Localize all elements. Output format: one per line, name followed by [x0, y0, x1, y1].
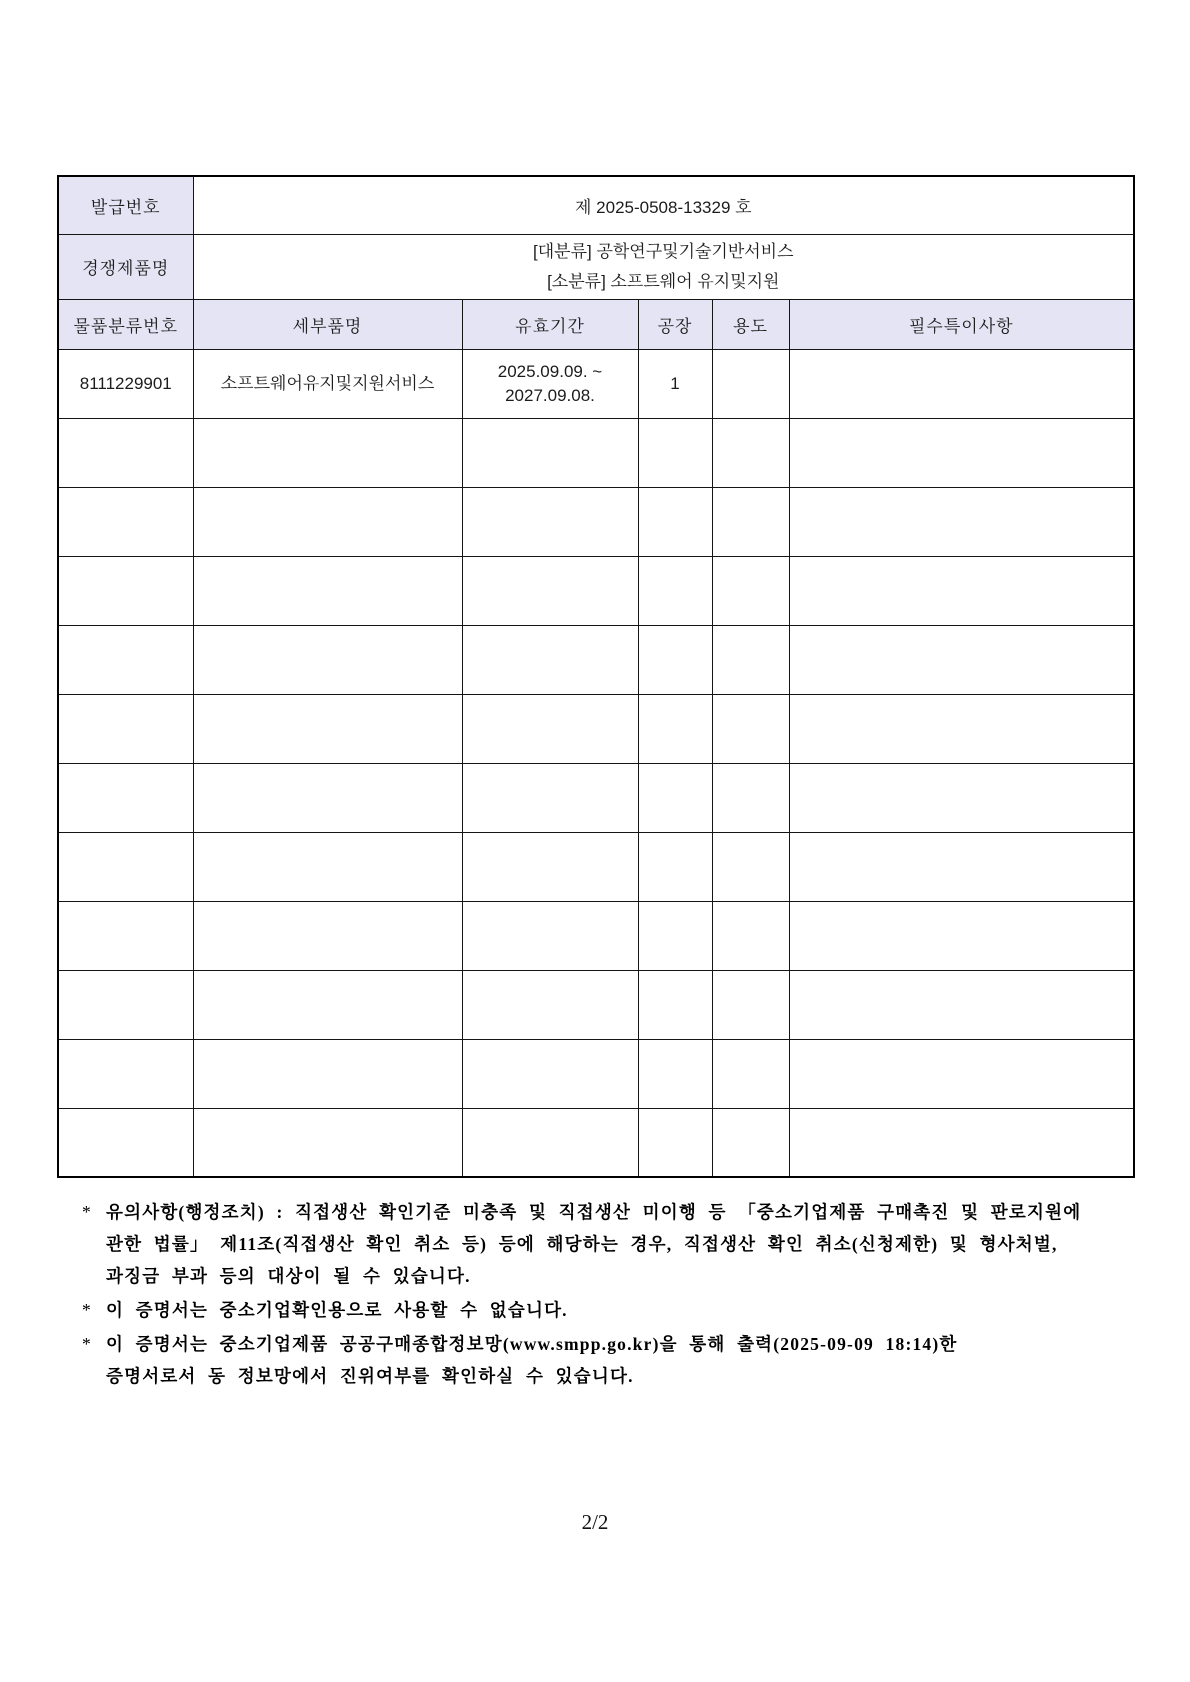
cell-valid-period	[462, 832, 638, 901]
cell-special-notes	[789, 556, 1134, 625]
cell-special-notes	[789, 763, 1134, 832]
product-table-row	[58, 763, 1134, 832]
footer-note-item	[80, 1328, 1168, 1392]
cell-item-name	[193, 418, 462, 487]
cell-valid-period	[462, 487, 638, 556]
cell-factory	[638, 556, 712, 625]
product-table-row	[58, 832, 1134, 901]
cell-item-name	[193, 694, 462, 763]
cell-item-name	[193, 1108, 462, 1177]
product-table-row	[58, 970, 1134, 1039]
column-header-item-code: 물품분류번호	[58, 299, 193, 349]
cell-item-code	[58, 1039, 193, 1108]
certificate-table-head-section	[58, 176, 1134, 349]
cell-factory	[638, 832, 712, 901]
footer-notes	[80, 1196, 1168, 1394]
column-header-item-name: 세부품명	[193, 299, 462, 349]
certificate-table	[57, 175, 1135, 1178]
cell-item-code	[58, 556, 193, 625]
cell-item-name	[193, 625, 462, 694]
footer-note-item	[80, 1196, 1168, 1292]
cell-valid-period: 2025.09.09. ~ 2027.09.08.	[462, 349, 638, 418]
cell-item-code	[58, 418, 193, 487]
competing-product-minor-line: [소분류] 소프트웨어 유지및지원	[547, 271, 780, 291]
competing-product-major-line: [대분류] 공학연구및기술기반서비스	[533, 241, 794, 261]
product-table-row	[58, 694, 1134, 763]
cell-usage	[712, 556, 789, 625]
cell-valid-period	[462, 901, 638, 970]
footer-note-item	[80, 1294, 1168, 1326]
cell-valid-period	[462, 694, 638, 763]
cell-usage	[712, 970, 789, 1039]
cell-special-notes	[789, 901, 1134, 970]
cell-usage	[712, 418, 789, 487]
cell-item-code	[58, 694, 193, 763]
product-rows-section	[58, 349, 1134, 1177]
cell-valid-period	[462, 556, 638, 625]
product-table-row	[58, 487, 1134, 556]
cell-factory: 1	[638, 349, 712, 418]
note-text: 이 증명서는 중소기업제품 공공구매종합정보망(www.smpp.go.kr)을 통해 출력(2025-09-09 18:14)한 증명서로서 동 정보망에서 진위여부를 확인하실 수 있습니다.	[106, 1334, 958, 1386]
product-table-row	[58, 556, 1134, 625]
cell-item-code: 8111229901	[58, 349, 193, 418]
cell-item-name	[193, 901, 462, 970]
cell-item-code	[58, 970, 193, 1039]
competing-product-row	[58, 234, 1134, 299]
cell-item-name	[193, 832, 462, 901]
note-text: 유의사항(행정조치) : 직접생산 확인기준 미충족 및 직접생산 미이행 등 「중소기업제품 구매촉진 및 판로지원에 관한 법률」 제11조(직접생산 확인 취소 등) 등에 해당하는 경우, 직접생산 확인 취소(신청제한) 및 형사처벌, 과징금 부과 등의 대상이 될 수 있습니다.	[106, 1202, 1082, 1286]
column-header-valid-period: 유효기간	[462, 299, 638, 349]
note-asterisk-marker: *	[82, 1300, 92, 1320]
cell-special-notes	[789, 487, 1134, 556]
cell-factory	[638, 1039, 712, 1108]
cell-item-code	[58, 625, 193, 694]
cell-special-notes	[789, 625, 1134, 694]
cell-item-name	[193, 1039, 462, 1108]
cell-factory	[638, 1108, 712, 1177]
column-header-row	[58, 299, 1134, 349]
cell-special-notes	[789, 694, 1134, 763]
certificate-table-container	[57, 175, 1133, 1178]
product-table-row	[58, 901, 1134, 970]
cell-factory	[638, 901, 712, 970]
cell-item-name	[193, 763, 462, 832]
cell-item-code	[58, 763, 193, 832]
product-table-row	[58, 1108, 1134, 1177]
column-header-usage: 용도	[712, 299, 789, 349]
cell-item-code	[58, 901, 193, 970]
product-table-row	[58, 625, 1134, 694]
issue-number-label: 발급번호	[58, 176, 193, 234]
cell-item-name	[193, 556, 462, 625]
cell-item-name	[193, 487, 462, 556]
cell-usage	[712, 901, 789, 970]
cell-special-notes	[789, 832, 1134, 901]
column-header-factory: 공장	[638, 299, 712, 349]
cell-item-code	[58, 1108, 193, 1177]
cell-usage	[712, 832, 789, 901]
cell-usage	[712, 694, 789, 763]
cell-usage	[712, 349, 789, 418]
cell-valid-period	[462, 1039, 638, 1108]
cell-usage	[712, 487, 789, 556]
competing-product-value	[193, 234, 1134, 299]
cell-factory	[638, 763, 712, 832]
cell-usage	[712, 1108, 789, 1177]
product-table-row	[58, 1039, 1134, 1108]
page-number: 2/2	[581, 1510, 609, 1534]
cell-item-code	[58, 832, 193, 901]
cell-valid-period	[462, 1108, 638, 1177]
cell-special-notes	[789, 1108, 1134, 1177]
cell-special-notes	[789, 418, 1134, 487]
cell-valid-period	[462, 625, 638, 694]
cell-factory	[638, 694, 712, 763]
product-table-row	[58, 349, 1134, 418]
cell-usage	[712, 625, 789, 694]
cell-factory	[638, 625, 712, 694]
note-asterisk-marker: *	[82, 1334, 92, 1354]
cell-usage	[712, 763, 789, 832]
note-asterisk-marker: *	[82, 1202, 92, 1222]
note-text: 이 증명서는 중소기업확인용으로 사용할 수 없습니다.	[106, 1300, 568, 1320]
column-header-special-notes: 필수특이사항	[789, 299, 1134, 349]
cell-item-name: 소프트웨어유지및지원서비스	[193, 349, 462, 418]
product-table-row	[58, 418, 1134, 487]
cell-special-notes	[789, 970, 1134, 1039]
issue-number-value: 제 2025-0508-13329 호	[193, 176, 1134, 234]
cell-factory	[638, 487, 712, 556]
cell-valid-period	[462, 970, 638, 1039]
cell-valid-period	[462, 418, 638, 487]
cell-item-name	[193, 970, 462, 1039]
cell-factory	[638, 418, 712, 487]
issue-number-row	[58, 176, 1134, 234]
cell-factory	[638, 970, 712, 1039]
cell-item-code	[58, 487, 193, 556]
cell-special-notes	[789, 349, 1134, 418]
cell-usage	[712, 1039, 789, 1108]
competing-product-label: 경쟁제품명	[58, 234, 193, 299]
cell-special-notes	[789, 1039, 1134, 1108]
cell-valid-period	[462, 763, 638, 832]
